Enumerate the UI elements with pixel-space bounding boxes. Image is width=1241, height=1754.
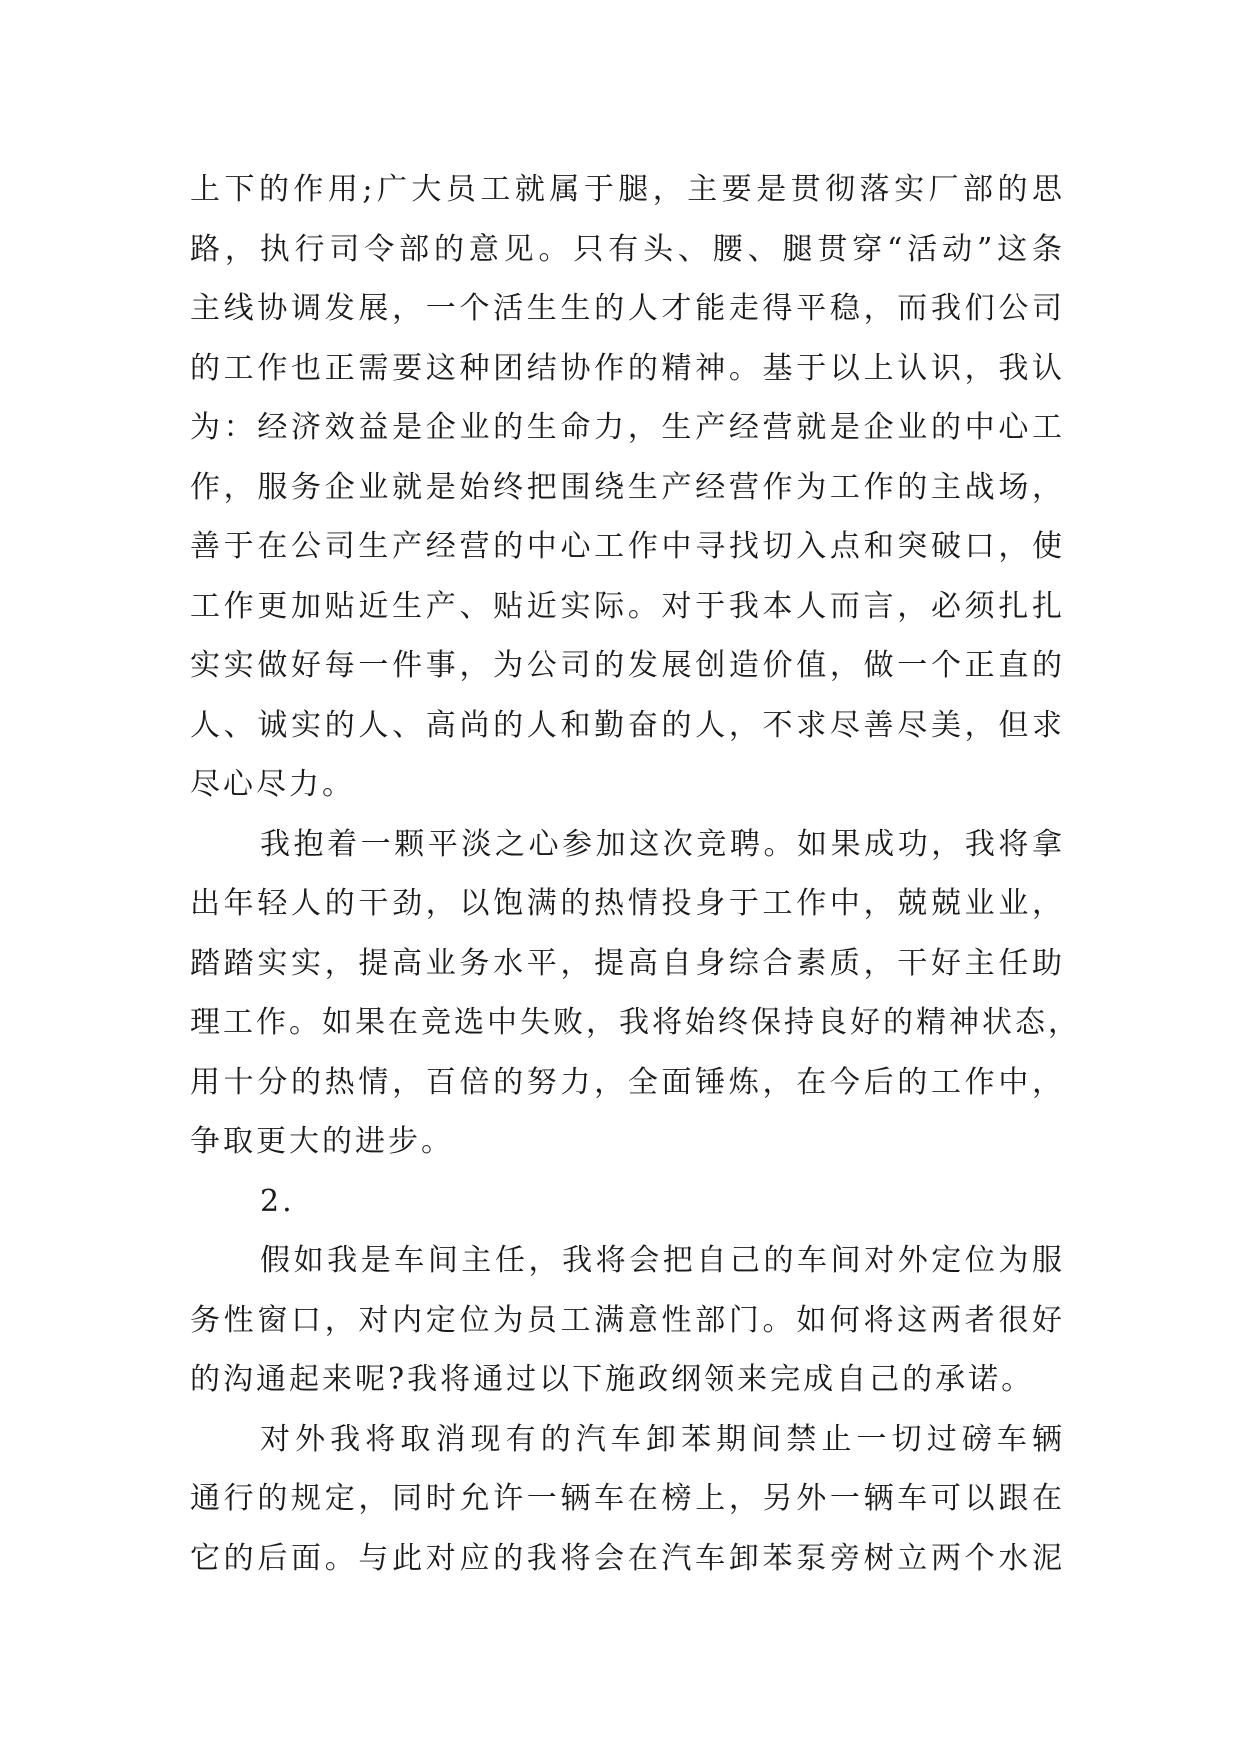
text-line: 争取更大的进步。 bbox=[190, 1124, 454, 1159]
text-line: 作，服务企业就是始终把围绕生产经营作为工作的主战场， bbox=[190, 469, 1065, 505]
text-line: 尽心尽力。 bbox=[190, 767, 355, 802]
paragraph-first-line: 假如我是车间主任，我将会把自己的车间对外定位为服 bbox=[260, 1243, 1065, 1278]
text-line: 务性窗口，对内定位为员工满意性部门。如何将这两者很好 bbox=[190, 1302, 1065, 1338]
text-line: 理工作。如果在竞选中失败，我将始终保持良好的精神状态， bbox=[190, 1005, 1081, 1040]
section-number: 2. bbox=[260, 1183, 295, 1219]
text-line: 踏踏实实，提高业务水平，提高自身综合素质，干好主任助 bbox=[190, 945, 1065, 981]
text-line: 上下的作用;广大员工就属于腿，主要是贯彻落实厂部的思 bbox=[190, 172, 1065, 207]
text-line: 它的后面。与此对应的我将会在汽车卸苯泵旁树立两个水泥 bbox=[190, 1540, 1065, 1576]
body-text bbox=[190, 160, 1081, 1588]
text-line: 的工作也正需要这种团结协作的精神。基于以上认识，我认 bbox=[190, 350, 1065, 386]
text-line: 通行的规定，同时允许一辆车在榜上，另外一辆车可以跟在 bbox=[190, 1481, 1065, 1516]
text-line: 出年轻人的干劲，以饱满的热情投身于工作中，兢兢业业， bbox=[190, 886, 1065, 921]
paragraph-first-line: 对外我将取消现有的汽车卸苯期间禁止一切过磅车辆 bbox=[260, 1421, 1065, 1457]
text-line: 的沟通起来呢?我将通过以下施政纲领来完成自己的承诺。 bbox=[190, 1362, 1035, 1397]
text-line: 主线协调发展，一个活生生的人才能走得平稳，而我们公司 bbox=[190, 291, 1065, 326]
text-line: 用十分的热情，百倍的努力，全面锤炼，在今后的工作中， bbox=[190, 1064, 1065, 1100]
text-line: 为：经济效益是企业的生命力，生产经营就是企业的中心工 bbox=[190, 410, 1065, 445]
paragraph-first-line: 我抱着一颗平淡之心参加这次竞聘。如果成功，我将拿 bbox=[260, 826, 1065, 862]
text-line: 实实做好每一件事，为公司的发展创造价值，做一个正直的 bbox=[190, 648, 1065, 683]
text-line: 善于在公司生产经营的中心工作中寻找切入点和突破口，使 bbox=[190, 529, 1065, 564]
text-line: 人、诚实的人、高尚的人和勤奋的人，不求尽善尽美，但求 bbox=[190, 707, 1065, 743]
text-line: 路，执行司令部的意见。只有头、腰、腿贯穿“活动”这条 bbox=[190, 231, 1065, 267]
text-line: 工作更加贴近生产、贴近实际。对于我本人而言，必须扎扎 bbox=[190, 588, 1065, 624]
